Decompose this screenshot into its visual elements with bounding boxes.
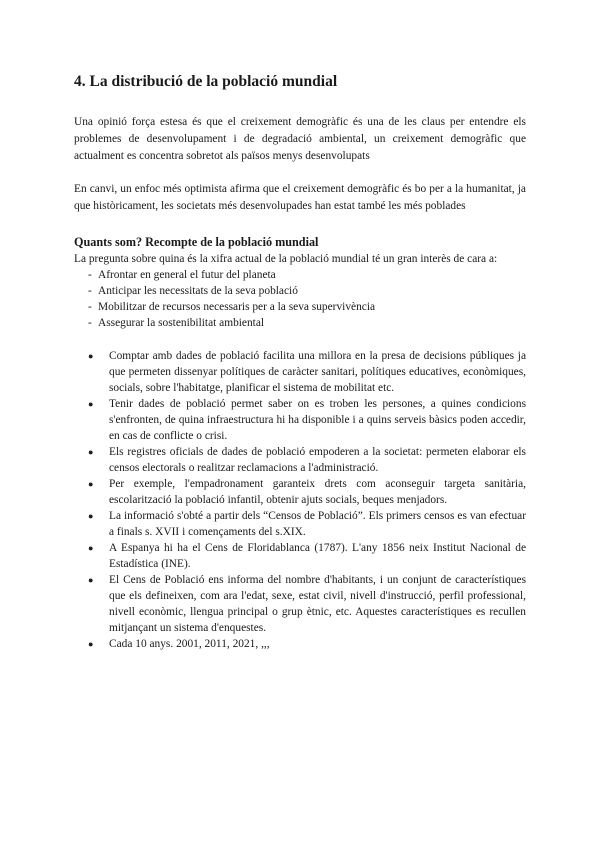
- section-intro: La pregunta sobre quina és la xifra actual de la població mundial té un gran interès de cara a:: [74, 253, 498, 265]
- page-title: 4. La distribució de la població mundial: [74, 73, 338, 90]
- dash-list-item-text: Assegurar la sostenibilitat ambiental: [98, 317, 265, 329]
- dash-marker: -: [88, 269, 92, 281]
- bullet-icon: ●: [88, 351, 94, 361]
- bullet-icon: ●: [88, 543, 94, 553]
- bullet-list: [74, 348, 526, 652]
- dash-list-item: [74, 299, 526, 315]
- dash-list-item-text: Anticipar les necessitats de la seva població: [98, 285, 298, 297]
- bullet-list-item-text: A Espanya hi ha el Cens de Floridablanca (1787). L'any 1856 neix Institut Nacional de Estadística (INE).: [109, 542, 526, 570]
- bullet-list-item: [74, 476, 526, 508]
- bullet-list-item-text: Tenir dades de població permet saber on es troben les persones, a quines condicions s'enfronten, de quina infraestructura hi ha disponible i a quins serveis bàsics poden accedir, en cas de conflicte o crisi.: [109, 398, 526, 442]
- dash-marker: -: [88, 317, 92, 329]
- bullet-list-item-text: Per exemple, l'empadronament garanteix drets com aconseguir targeta sanitària, escolarització la població infantil, obtenir ajuts socials, beques menjadors.: [109, 478, 526, 506]
- bullet-list-item: [74, 444, 526, 476]
- dash-list-item: [74, 315, 526, 331]
- dash-list-item: [74, 283, 526, 299]
- section-heading: Quants som? Recompte de la població mundial: [74, 235, 319, 249]
- bullet-icon: ●: [88, 511, 94, 521]
- bullet-list-item-text: Cada 10 anys. 2001, 2011, 2021, ,,,: [109, 638, 270, 650]
- dash-list: [74, 267, 526, 331]
- dash-marker: -: [88, 285, 92, 297]
- bullet-icon: ●: [88, 399, 94, 409]
- bullet-list-item-text: Els registres oficials de dades de població empoderen a la societat: permeten elaborar els censos electorals o realitzar reclamacions a l'administració.: [109, 446, 526, 474]
- bullet-icon: ●: [88, 639, 94, 649]
- bullet-list-item: [74, 348, 526, 396]
- dash-list-item: [74, 267, 526, 283]
- document-page: [74, 72, 526, 652]
- bullet-list-item: [74, 572, 526, 636]
- bullet-list-item: [74, 508, 526, 540]
- bullet-list-item-text: El Cens de Població ens informa del nombre d'habitants, i un conjunt de característiques que els defineixen, com ara l'edat, sexe, estat civil, nivell d'instrucció, perfil professional, nivell econòmic, llengua principal o grup ètnic, etc. Aquestes característiques es recullen mitjançant un sistema d'enquestes.: [109, 574, 526, 634]
- dash-marker: -: [88, 301, 92, 313]
- bullet-icon: ●: [88, 575, 94, 585]
- bullet-list-item: [74, 636, 526, 652]
- paragraph-2: En canvi, un enfoc més optimista afirma que el creixement demogràfic és bo per a la humanitat, ja que històricament, les societats més desenvolupades han estat també les més poblades: [74, 183, 526, 212]
- bullet-icon: ●: [88, 479, 94, 489]
- bullet-icon: ●: [88, 447, 94, 457]
- bullet-list-item-text: Comptar amb dades de població facilita una millora en la presa de decisions públiques ja que permeten dissenyar polítiques de caràcter sanitari, polítiques educatives, econòmiques, socials, sobre l'habitatge, planificar el sistema de mobilitat etc.: [109, 350, 526, 394]
- dash-list-item-text: Afrontar en general el futur del planeta: [98, 269, 276, 281]
- dash-list-item-text: Mobilitzar de recursos necessaris per a la seva supervivència: [98, 301, 376, 313]
- bullet-list-item-text: La informació s'obté a partir dels “Censos de Població”. Els primers censos es van efectuar a finals s. XVII i començaments del s.XIX.: [109, 510, 526, 538]
- bullet-list-item: [74, 396, 526, 444]
- paragraph-1: Una opinió força estesa és que el creixement demogràfic és una de les claus per entendre els problemes de desenvolupament i de degradació ambiental, un creixement demogràfic que actualment es concentra sobretot als països menys desenvolupats: [74, 116, 526, 162]
- bullet-list-item: [74, 540, 526, 572]
